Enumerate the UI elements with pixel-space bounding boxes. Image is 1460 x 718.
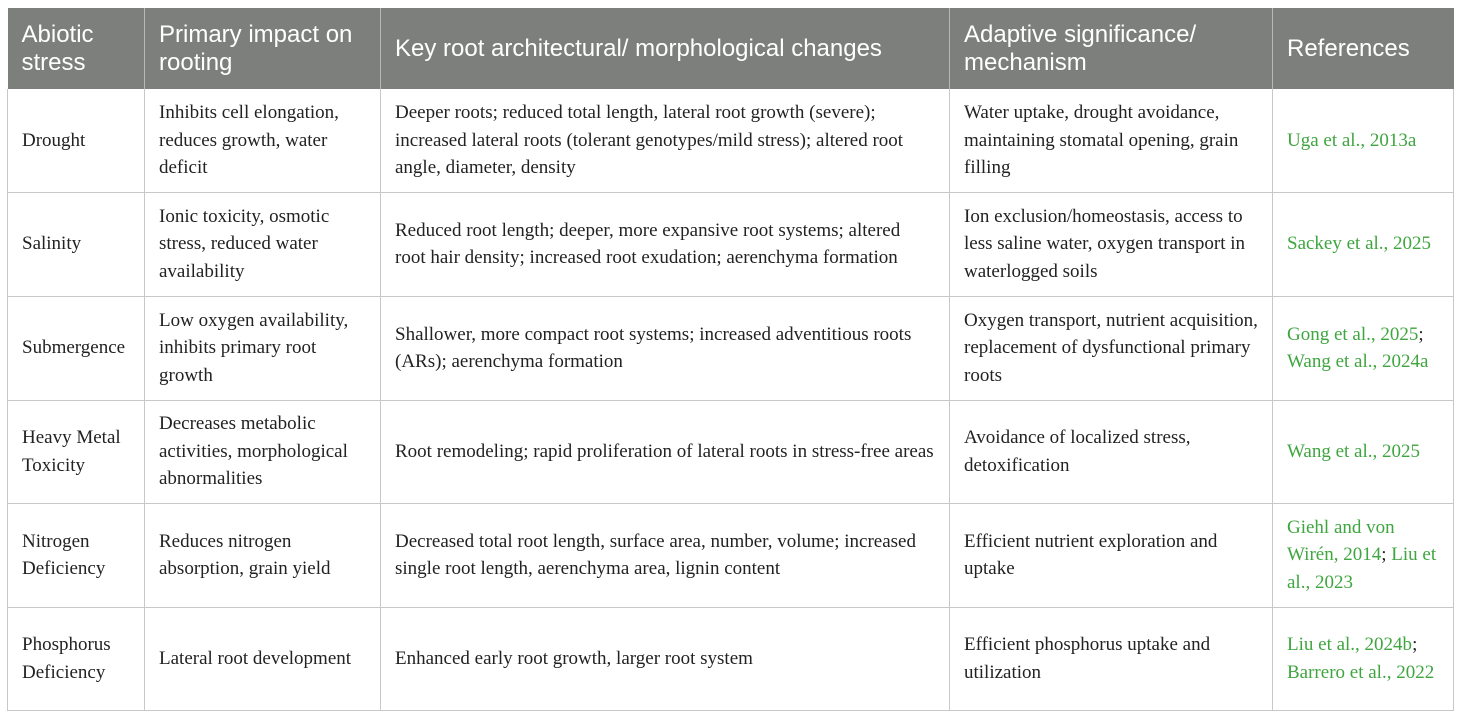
cell-references: [1273, 400, 1454, 503]
cell-stress: Drought: [8, 89, 145, 192]
cell-changes: Enhanced early root growth, larger root system: [381, 607, 950, 710]
cell-references: [1273, 607, 1454, 710]
reference-separator: ;: [1412, 634, 1418, 655]
reference-link[interactable]: Wang et al., 2024a: [1287, 351, 1429, 372]
table-container: [7, 8, 1453, 711]
reference-link[interactable]: Uga et al., 2013a: [1287, 129, 1417, 151]
reference-link[interactable]: Wang et al., 2025: [1287, 440, 1421, 462]
cell-significance: Avoidance of localized stress, detoxification: [950, 400, 1273, 503]
cell-significance: Oxygen transport, nutrient acquisition, replacement of dysfunctional primary roots: [950, 296, 1273, 400]
header-abiotic-stress: Abiotic stress: [8, 8, 145, 89]
cell-significance: Water uptake, drought avoidance, maintaining stomatal opening, grain filling: [950, 89, 1273, 192]
cell-impact: Decreases metabolic activities, morphological abnormalities: [145, 400, 381, 503]
header-root-changes: Key root architectural/ morphological changes: [381, 8, 950, 89]
table-row: [8, 400, 1454, 503]
cell-stress: Heavy Metal Toxicity: [8, 400, 145, 503]
header-row: [8, 8, 1454, 89]
cell-changes: Root remodeling; rapid proliferation of lateral roots in stress-free areas: [381, 400, 950, 503]
cell-references: [1273, 503, 1454, 607]
cell-stress: Phosphorus Deficiency: [8, 607, 145, 710]
reference-link[interactable]: Gong et al., 2025: [1287, 323, 1419, 345]
cell-significance: Efficient nutrient exploration and uptake: [950, 503, 1273, 607]
cell-significance: Efficient phosphorus uptake and utilization: [950, 607, 1273, 710]
cell-impact: Low oxygen availability, inhibits primary root growth: [145, 296, 381, 400]
cell-changes: Deeper roots; reduced total length, lateral root growth (severe); increased lateral roots (tolerant genotypes/mild stress); altered root angle, diameter, density: [381, 89, 950, 192]
cell-impact: Reduces nitrogen absorption, grain yield: [145, 503, 381, 607]
reference-link[interactable]: Barrero et al., 2022: [1287, 661, 1435, 683]
cell-references: [1273, 89, 1454, 192]
cell-changes: Decreased total root length, surface area, number, volume; increased single root length, aerenchyma area, lignin content: [381, 503, 950, 607]
header-adaptive-significance: Adaptive significance/ mechanism: [950, 8, 1273, 89]
cell-significance: Ion exclusion/homeostasis, access to less saline water, oxygen transport in waterlogged soils: [950, 192, 1273, 296]
header-references: References: [1273, 8, 1454, 89]
cell-stress: Submergence: [8, 296, 145, 400]
abiotic-stress-table: [7, 8, 1454, 711]
cell-stress: Nitrogen Deficiency: [8, 503, 145, 607]
reference-separator: ;: [1418, 323, 1424, 345]
reference-link[interactable]: Sackey et al., 2025: [1287, 233, 1432, 255]
cell-references: [1273, 192, 1454, 296]
cell-impact: Ionic toxicity, osmotic stress, reduced water availability: [145, 192, 381, 296]
table-row: [8, 89, 1454, 192]
cell-impact: Lateral root development: [145, 607, 381, 710]
cell-impact: Inhibits cell elongation, reduces growth, water deficit: [145, 89, 381, 192]
reference-link[interactable]: Giehl and von Wirén, 2014: [1287, 516, 1395, 566]
table-row: [8, 607, 1454, 710]
cell-references: [1273, 296, 1454, 400]
header-primary-impact: Primary impact on rooting: [145, 8, 381, 89]
reference-link[interactable]: Liu et al., 2024b: [1287, 634, 1413, 655]
table-row: [8, 503, 1454, 607]
cell-changes: Reduced root length; deeper, more expansive root systems; altered root hair density; increased root exudation; aerenchyma formation: [381, 192, 950, 296]
reference-link[interactable]: Liu et al., 2023: [1287, 544, 1437, 593]
cell-stress: Salinity: [8, 192, 145, 296]
reference-separator: ;: [1381, 544, 1387, 566]
cell-changes: Shallower, more compact root systems; increased adventitious roots (ARs); aerenchyma formation: [381, 296, 950, 400]
table-row: [8, 192, 1454, 296]
table-row: [8, 296, 1454, 400]
